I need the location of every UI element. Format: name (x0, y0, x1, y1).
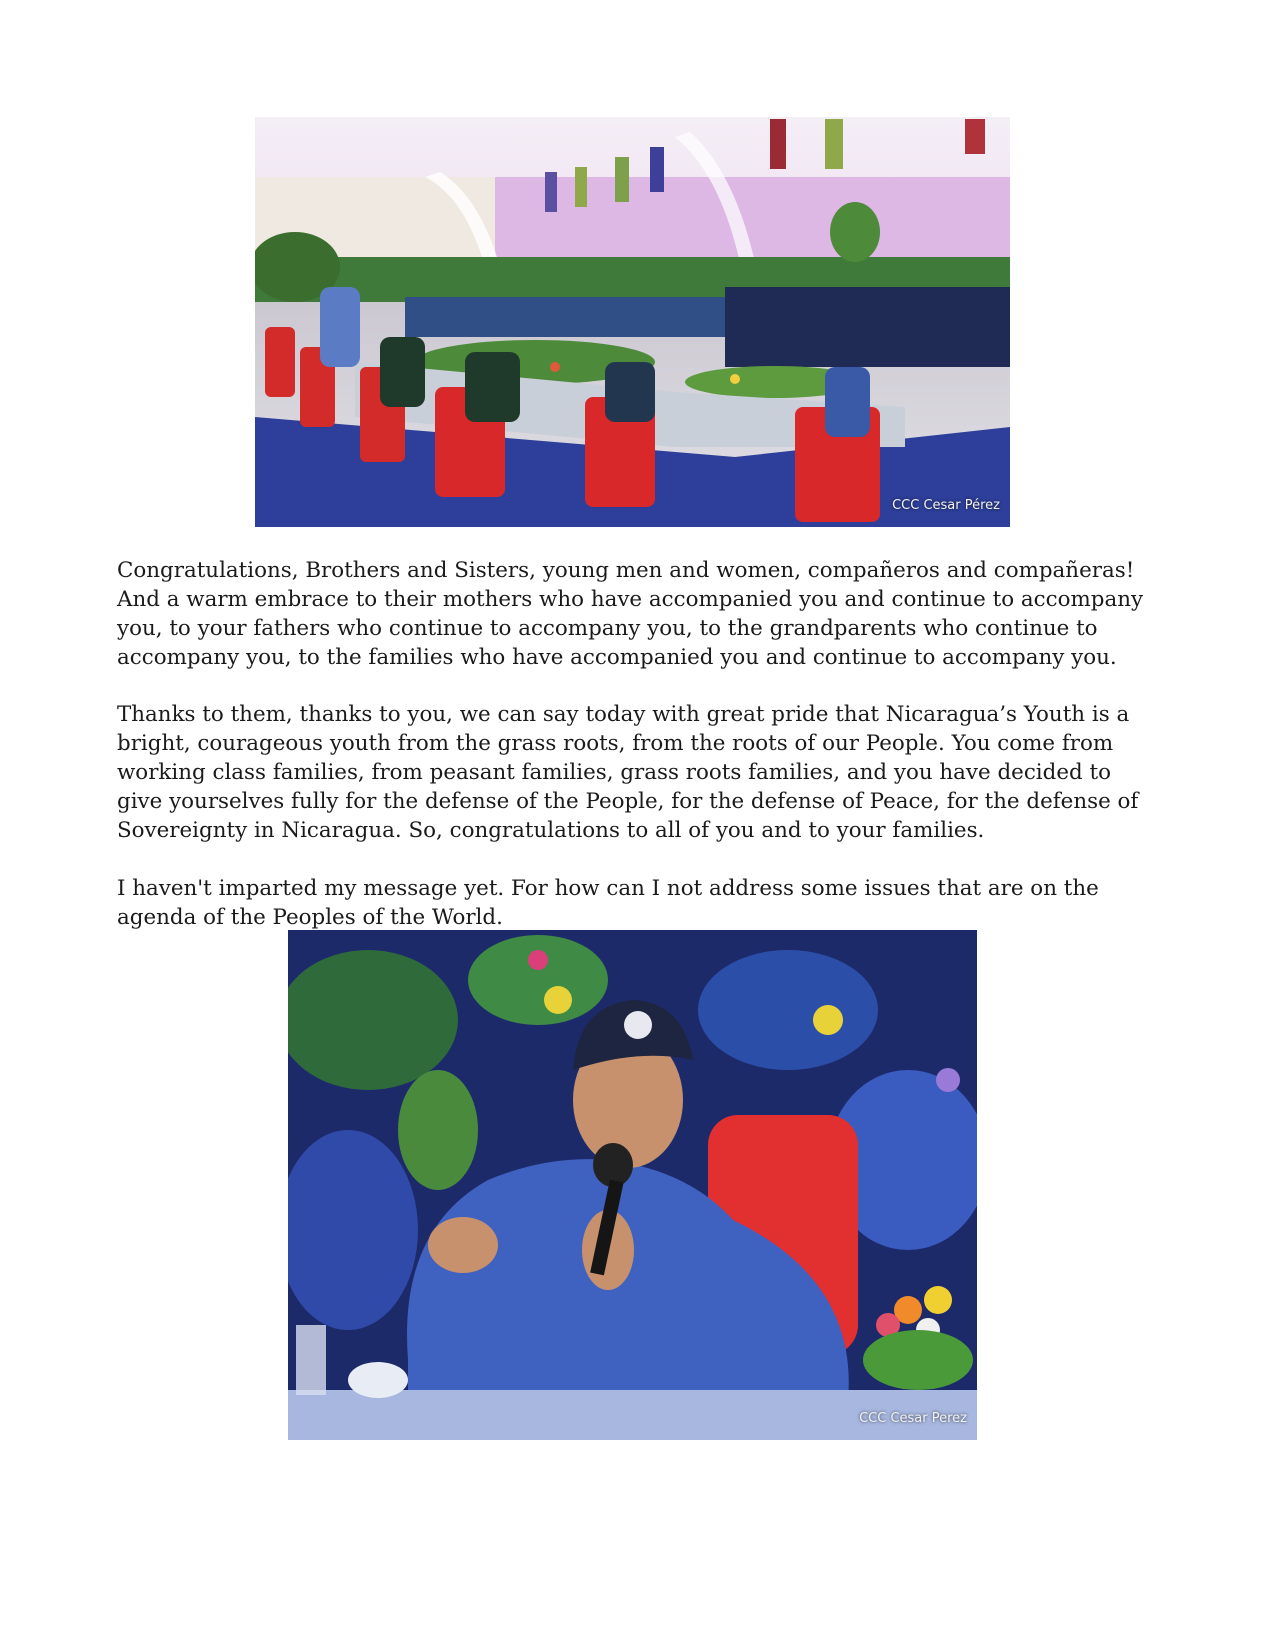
ceremony-hall-photo (255, 117, 1010, 527)
speaker-portrait-photo (288, 930, 977, 1440)
photo-credit: CCC Cesar Pérez (892, 498, 1000, 513)
paragraph-text: Thanks to them, thanks to you, we can say today with great pride that Nicaragua’s Youth is a bright, courageous youth from the grass roots, from the roots of our People. You come from working class families, from peasant families, grass roots families, and you have decided to give yourselves fully for the defense of the People, for the defense of Peace, for the defense of Sovereignty in Nicaragua. So, congratulations to all of you and to your families. (117, 702, 1139, 843)
paragraph-thanks (117, 700, 1157, 845)
photo-credit: CCC Cesar Perez (859, 1411, 967, 1426)
speaker-portrait-image (288, 930, 977, 1440)
paragraph-text: Congratulations, Brothers and Sisters, young men and women, compañeros and compañeras! And a warm embrace to their mothers who have accompanied you and continue to accompany you, to your fathers who continue to accompany you, to the grandparents who continue to accompany you, to the families who have accompanied you and continue to accompany you. (117, 558, 1144, 670)
ceremony-hall-image (255, 117, 1010, 527)
paragraph-text: I haven't imparted my message yet. For how can I not address some issues that are on the agenda of the Peoples of the World. (117, 876, 1099, 930)
paragraph-message (117, 874, 1157, 932)
paragraph-congratulations (117, 556, 1157, 672)
